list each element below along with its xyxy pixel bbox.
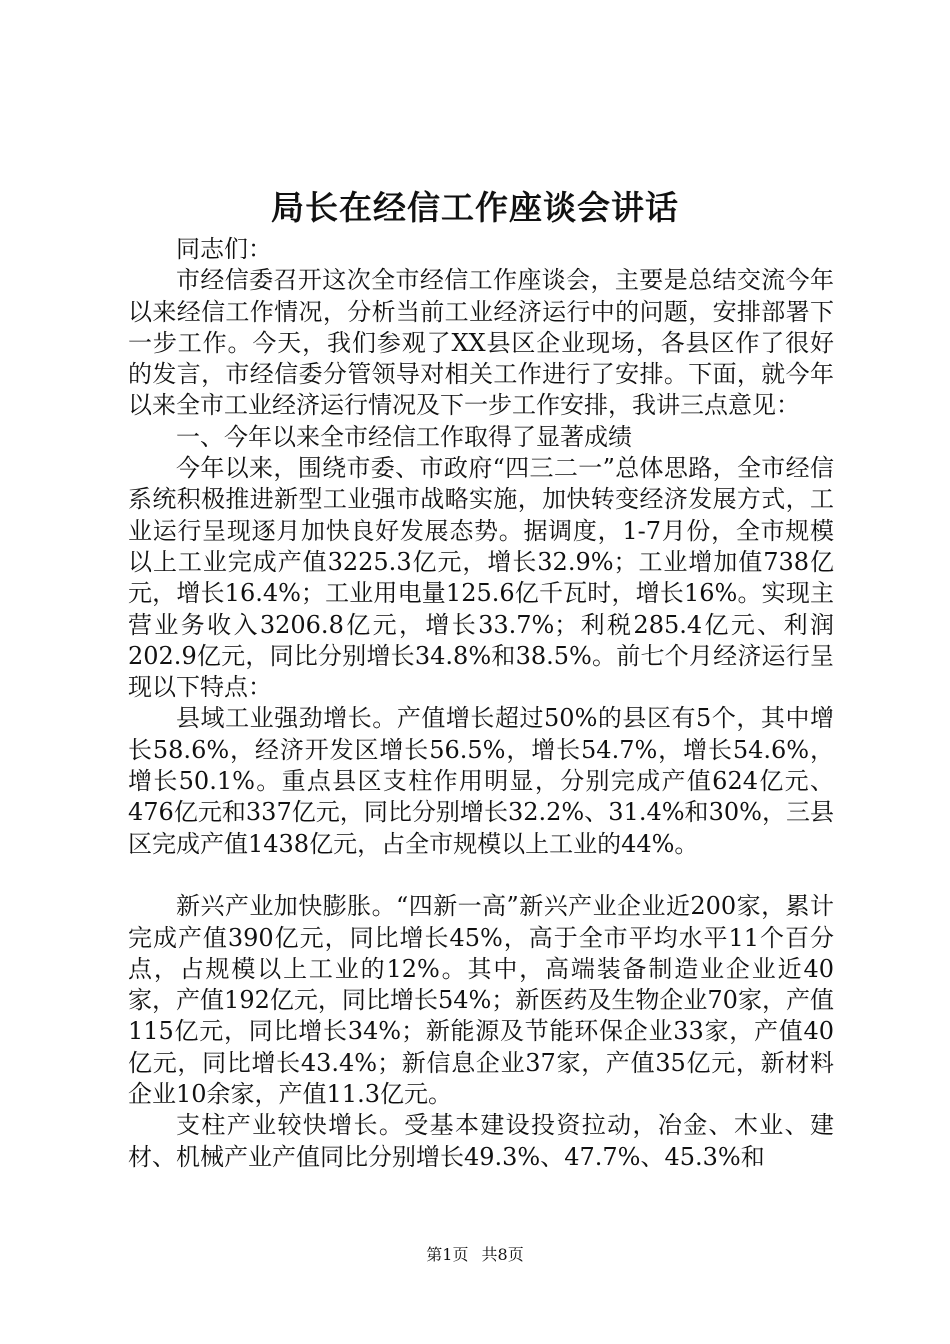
intro-paragraph: 市经信委召开这次全市经信工作座谈会，主要是总结交流今年以来经信工作情况，分析当前工业经济运行中的问题，安排部署下一步工作。今天，我们参观了XX县区企业现场，各县区作了很好的发言，市经信委分管领导对相关工作进行了安排。下面，就今年以来全市工业经济运行情况及下一步工作安排，我讲三点意见：	[128, 266, 834, 420]
pillar-industry-paragraph: 支柱产业较快增长。受基本建设投资拉动，冶金、木业、建材、机械产业产值同比分别增长49.3%、47.7%、45.3%和	[128, 1111, 834, 1171]
page-number: 第1页	[426, 1245, 469, 1264]
salutation-paragraph: 同志们：	[176, 235, 272, 263]
section-heading-1: 一、今年以来全市经信工作取得了显著成绩	[176, 422, 632, 451]
county-industry-paragraph: 县域工业强劲增长。产值增长超过50%的县区有5个，其中增长58.6%，经济开发区增长56.5%，增长54.7%，增长54.6%，增长50.1%。重点县区支柱作用明显，分别完成产值624亿元、476亿元和337亿元，同比分别增长32.2%、31.4%和30%，三县区完成产值1438亿元，占全市规模以上工业的44%。	[128, 704, 834, 858]
page-total: 共8页	[481, 1245, 524, 1264]
summary-paragraph: 今年以来，围绕市委、市政府“四三二一”总体思路，全市经信系统积极推进新型工业强市战略实施，加快转变经济发展方式，工业运行呈现逐月加快良好发展态势。据调度，1-7月份，全市规模以上工业完成产值3225.3亿元，增长32.9%；工业增加值738亿元，增长16.4%；工业用电量125.6亿千瓦时，增长16%。实现主营业务收入3206.8亿元，增长33.7%；利税285.4亿元、利润202.9亿元，同比分别增长34.8%和38.5%。前七个月经济运行呈现以下特点：	[128, 454, 834, 702]
page-footer	[0, 1243, 950, 1267]
emerging-industry-paragraph: 新兴产业加快膨胀。“四新一高”新兴产业企业近200家，累计完成产值390亿元，同比增长45%，高于全市平均水平11个百分点，占规模以上工业的12%。其中，高端装备制造业企业近40家，产值192亿元，同比增长54%；新医药及生物企业70家，产值115亿元，同比增长34%；新能源及节能环保企业33家，产值40亿元，同比增长43.4%；新信息企业37家，产值35亿元，新材料企业10余家，产值11.3亿元。	[128, 892, 834, 1109]
document-body	[128, 234, 834, 1173]
document-title: 局长在经信工作座谈会讲话	[271, 188, 679, 227]
